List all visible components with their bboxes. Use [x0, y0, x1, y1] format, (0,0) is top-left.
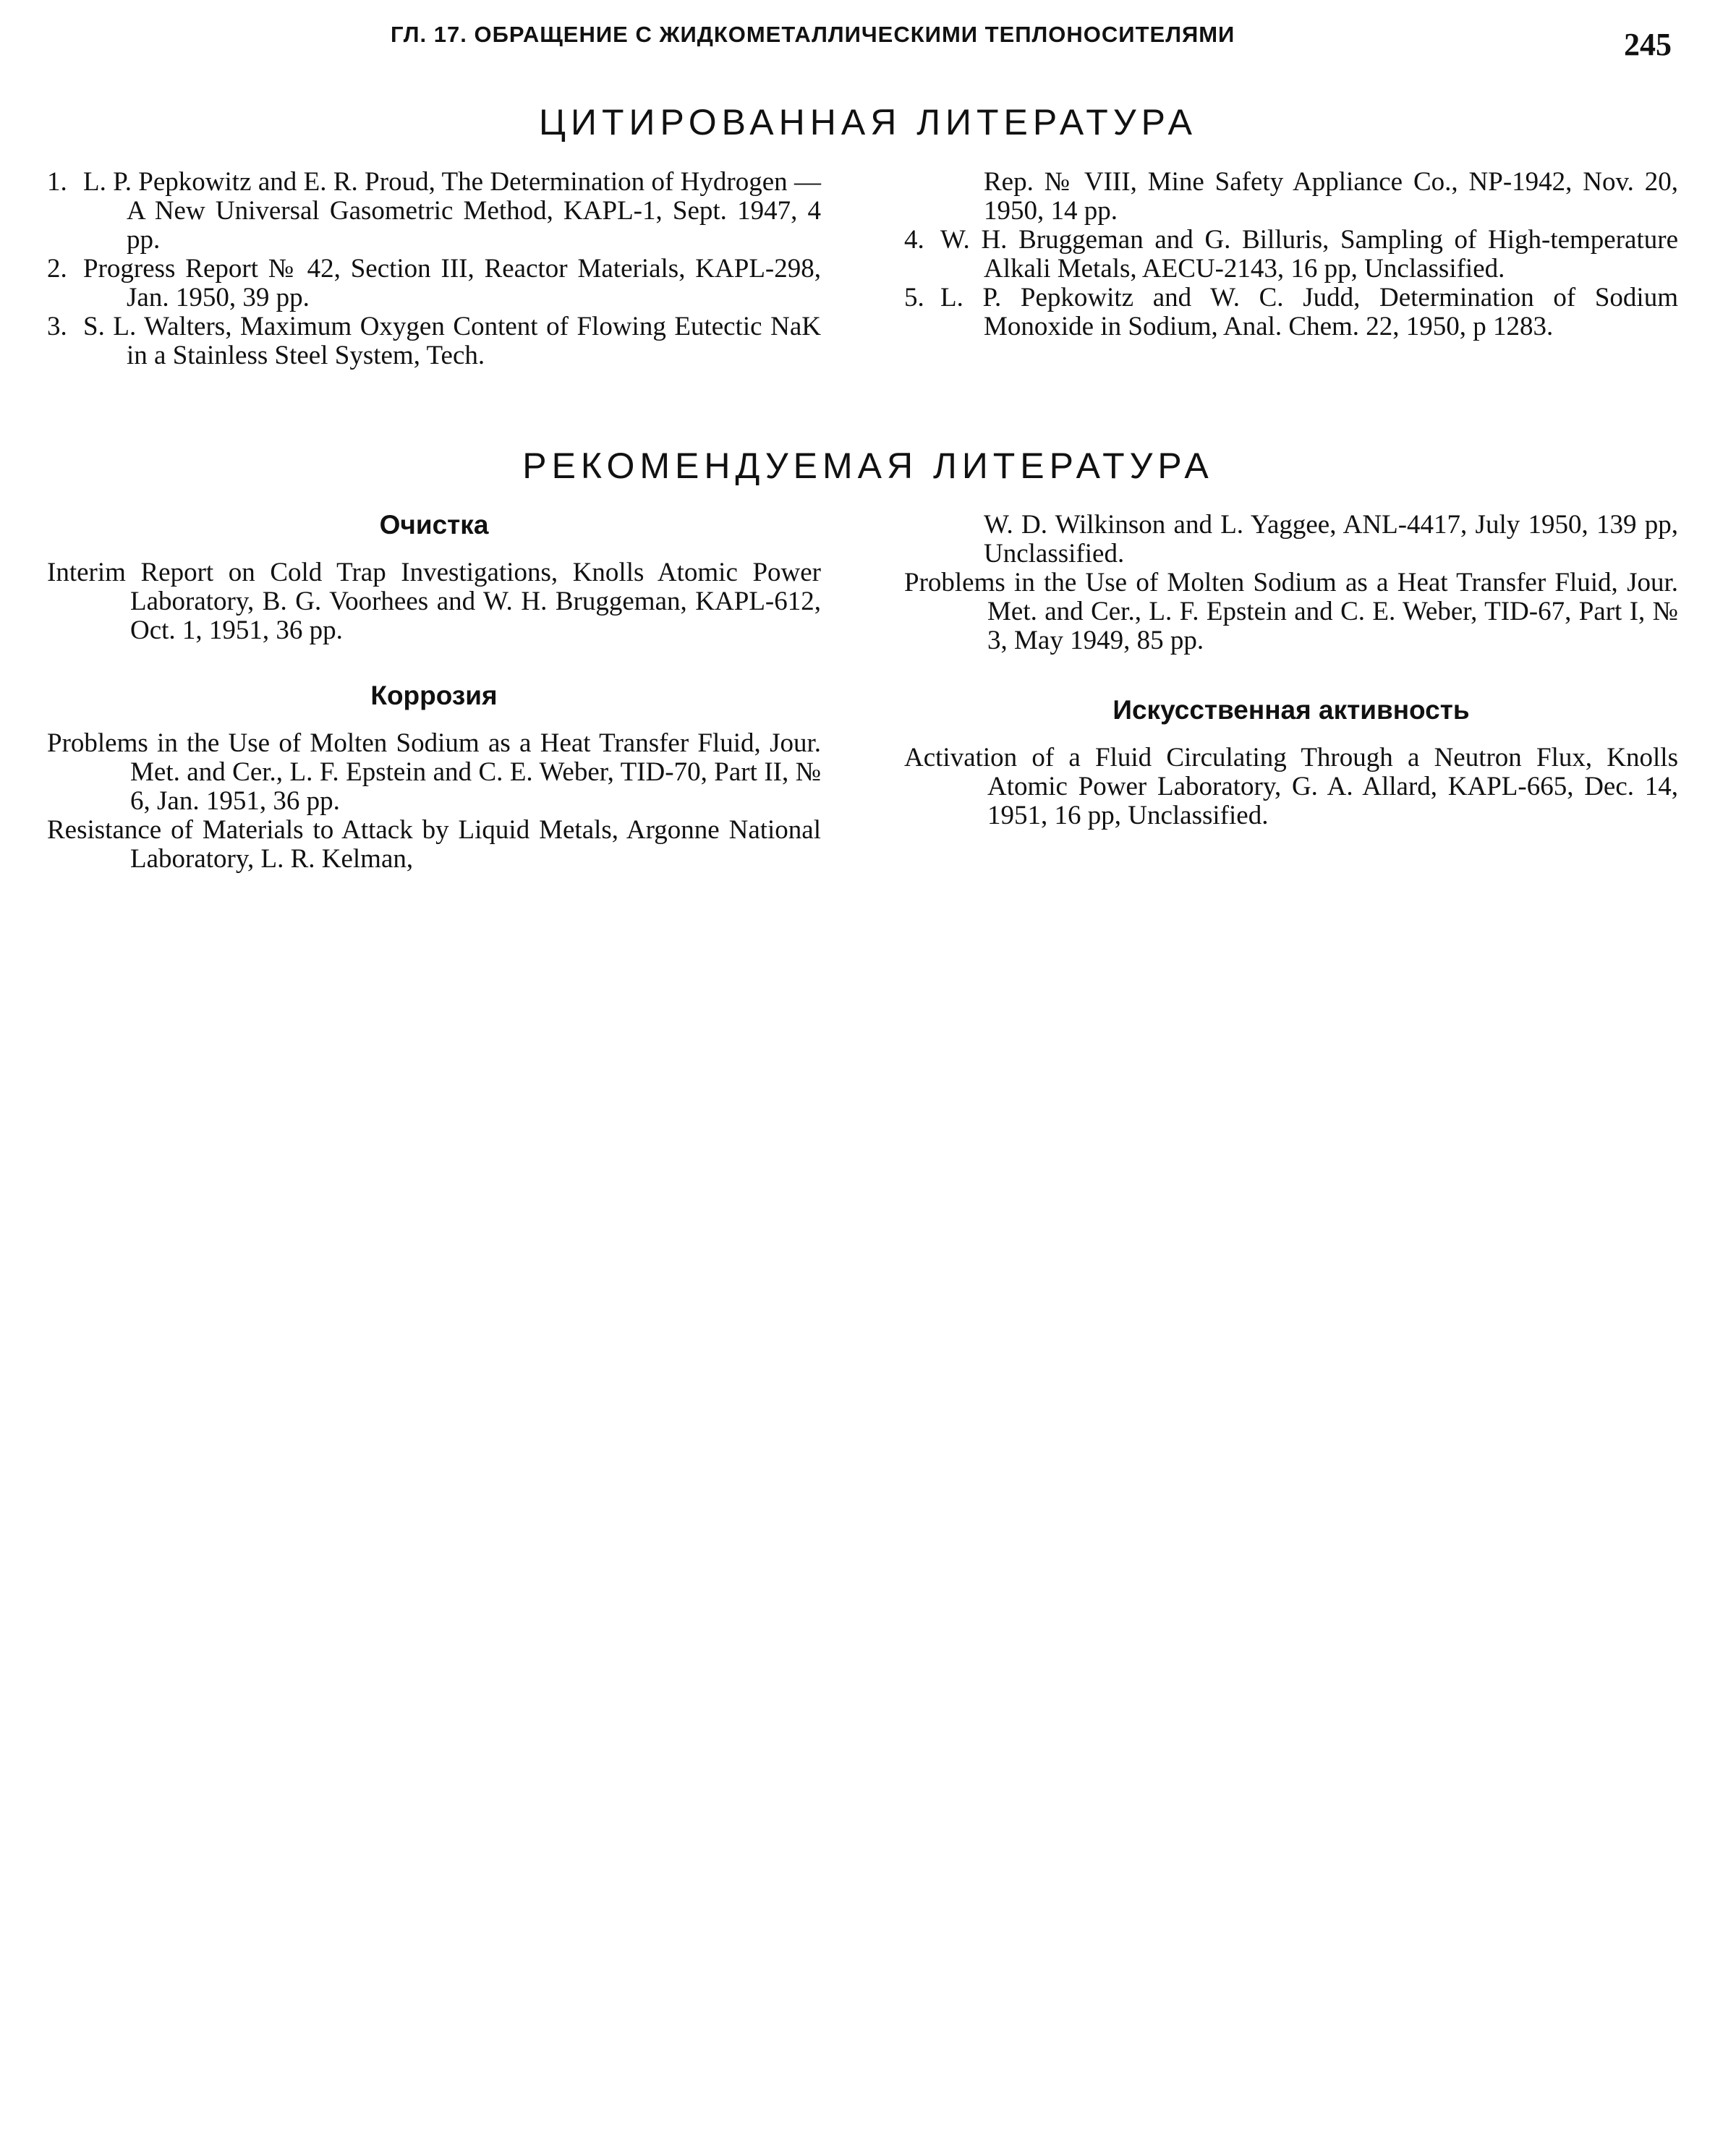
- recommended-right-column: [904, 511, 1678, 830]
- reference-number: 1.: [47, 167, 67, 197]
- literature-entry: Problems in the Use of Molten Sodium as a Heat Transfer Fluid, Jour. Met. and Cer., L. F. Epstein and C. E. Weber, TID-70, Part II, № 6, Jan. 1951, 36 pp.: [47, 728, 821, 816]
- reference-number: 5.: [904, 283, 924, 312]
- corrosion-heading: Коррозия: [370, 681, 498, 710]
- artificial-activity-heading: Искусственная активность: [1112, 695, 1470, 725]
- cited-right-column: [904, 168, 1678, 341]
- reference-text: Progress Report № 42, Section III, Reactor Materials, KAPL-298, Jan. 1950, 39 pp.: [83, 254, 821, 312]
- reference-item: [47, 168, 821, 255]
- cleaning-heading: Очистка: [379, 510, 489, 540]
- cited-literature-title: ЦИТИРОВАННАЯ ЛИТЕРАТУРА: [539, 102, 1197, 142]
- reference-item: [47, 255, 821, 312]
- reference-number: 2.: [47, 254, 67, 284]
- literature-entry-continuation: W. D. Wilkinson and L. Yaggee, ANL-4417, July 1950, 139 pp, Unclassified.: [984, 510, 1678, 569]
- literature-entry: Activation of a Fluid Circulating Through a Neutron Flux, Knolls Atomic Power Laboratory, G. A. Allard, KAPL-665, Dec. 14, 1951, 16 pp, Unclassified.: [904, 743, 1678, 830]
- literature-entry: Resistance of Materials to Attack by Liquid Metals, Argonne National Laboratory, L. R. Kelman,: [47, 815, 821, 874]
- reference-item: [47, 312, 821, 370]
- reference-text: W. H. Bruggeman and G. Billuris, Sampling of High-temperature Alkali Metals, AECU-2143, 16 pp, Unclassified.: [940, 225, 1678, 284]
- cited-left-column: [47, 168, 821, 370]
- literature-entry: Problems in the Use of Molten Sodium as a Heat Transfer Fluid, Jour. Met. and Cer., L. F. Epstein and C. E. Weber, TID-67, Part I, № 3, May 1949, 85 pp.: [904, 568, 1678, 655]
- reference-item: [904, 226, 1678, 284]
- reference-text: S. L. Walters, Maximum Oxygen Content of Flowing Eutectic NaK in a Stainless Steel System, Tech.: [83, 312, 821, 370]
- running-title: ГЛ. 17. ОБРАЩЕНИЕ С ЖИДКОМЕТАЛЛИЧЕСКИМИ ТЕПЛОНОСИТЕЛЯМИ: [391, 22, 1235, 47]
- literature-entry: Interim Report on Cold Trap Investigations, Knolls Atomic Power Laboratory, B. G. Voorhees and W. H. Bruggeman, KAPL-612, Oct. 1, 1951, 36 pp.: [47, 558, 821, 645]
- recommended-literature-title: РЕКОМЕНДУЕМАЯ ЛИТЕРАТУРА: [522, 446, 1214, 486]
- recommended-left-column: [47, 511, 821, 874]
- reference-continuation: Rep. № VIII, Mine Safety Appliance Co., NP-1942, Nov. 20, 1950, 14 pp.: [984, 167, 1678, 226]
- reference-number: 4.: [904, 225, 924, 255]
- reference-text: L. P. Pepkowitz and E. R. Proud, The Determination of Hydrogen — A New Universal Gasometric Method, KAPL-1, Sept. 1947, 4 pp.: [83, 167, 821, 255]
- page-number: 245: [1624, 27, 1672, 62]
- reference-number: 3.: [47, 312, 67, 341]
- reference-text: L. P. Pepkowitz and W. C. Judd, Determination of Sodium Monoxide in Sodium, Anal. Chem. 22, 1950, p 1283.: [940, 283, 1678, 341]
- reference-item: [904, 284, 1678, 341]
